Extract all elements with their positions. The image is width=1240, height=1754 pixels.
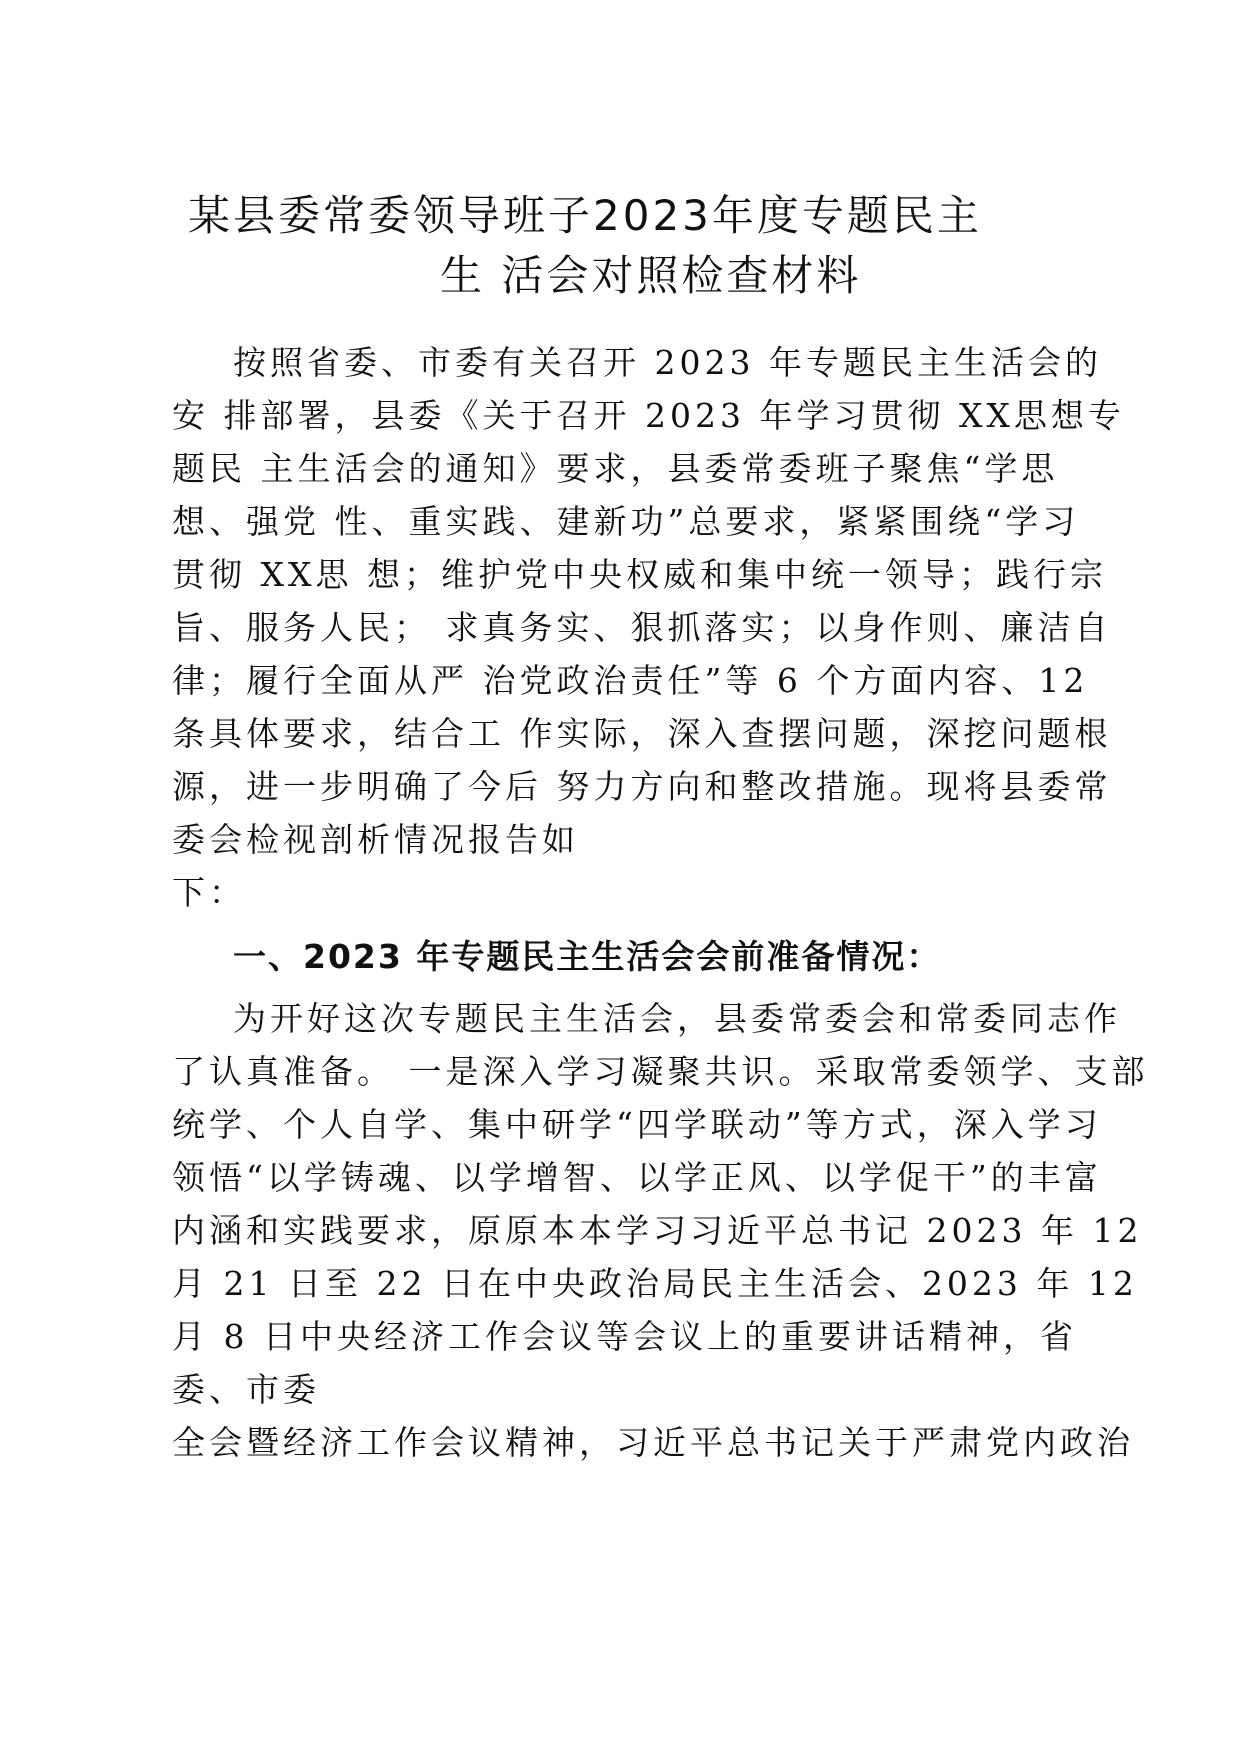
section-heading-1: 一、2023 年专题民主生活会会前准备情况： [233,937,942,976]
document-title-line-2: 生 活会对照检查材料 [440,251,862,300]
paragraph-1-line: 安 排部署，县委《关于召开 2023 年学习贯彻 XX思想专 [172,396,1125,435]
paragraph-1-line: 题民 主生活会的通知》要求，县委常委班子聚焦“学思 [172,449,1059,488]
paragraph-1-line: 委会检视剖析情况报告如 [172,820,579,859]
paragraph-1-line: 想、强党 性、重实践、建新功”总要求，紧紧围绕“学习 [172,502,1080,541]
paragraph-2-line: 领悟“以学铸魂、以学增智、以学正风、以学促干”的丰富 [172,1158,1102,1197]
paragraph-1-line: 条具体要求，结合工 作实际，深入查摆问题，深挖问题根 [172,714,1112,753]
paragraph-1-line: 下： [172,873,246,912]
paragraph-2-line: 了认真准备。 一是深入学习凝聚共识。采取常委领学、支部 [172,1052,1149,1091]
paragraph-1-line: 旨、服务人民； 求真务实、狠抓落实；以身作则、廉洁自 [172,608,1112,647]
document-title-line-1: 某县委常委领导班子2023年度专题民主 [188,191,982,240]
paragraph-1-line: 律；履行全面从严 治党政治责任”等 6 个方面内容、12 [172,661,1089,700]
paragraph-2-line: 为开好这次专题民主生活会，县委常委会和常委同志作 [233,999,1121,1038]
paragraph-1-line: 贯彻 XX思 想；维护党中央权威和集中统一领导；践行宗 [172,555,1107,594]
paragraph-2-line: 全会暨经济工作会议精神，习近平总书记关于严肃党内政治 [172,1423,1134,1462]
paragraph-1-line: 源，进一步明确了今后 努力方向和整改措施。现将县委常 [172,767,1112,806]
paragraph-2-line: 统学、个人自学、集中研学“四学联动”等方式，深入学习 [172,1105,1102,1144]
paragraph-2-line: 月 21 日至 22 日在中央政治局民主生活会、2023 年 12 [172,1264,1138,1303]
paragraph-1-line: 按照省委、市委有关召开 2023 年专题民主生活会的 [233,343,1102,382]
paragraph-2-line: 内涵和实践要求，原原本本学习习近平总书记 2023 年 12 [172,1211,1143,1250]
paragraph-2-line: 委、市委 [172,1370,320,1409]
paragraph-2-line: 月 8 日中央经济工作会议等会议上的重要讲话精神，省 [172,1317,1077,1356]
